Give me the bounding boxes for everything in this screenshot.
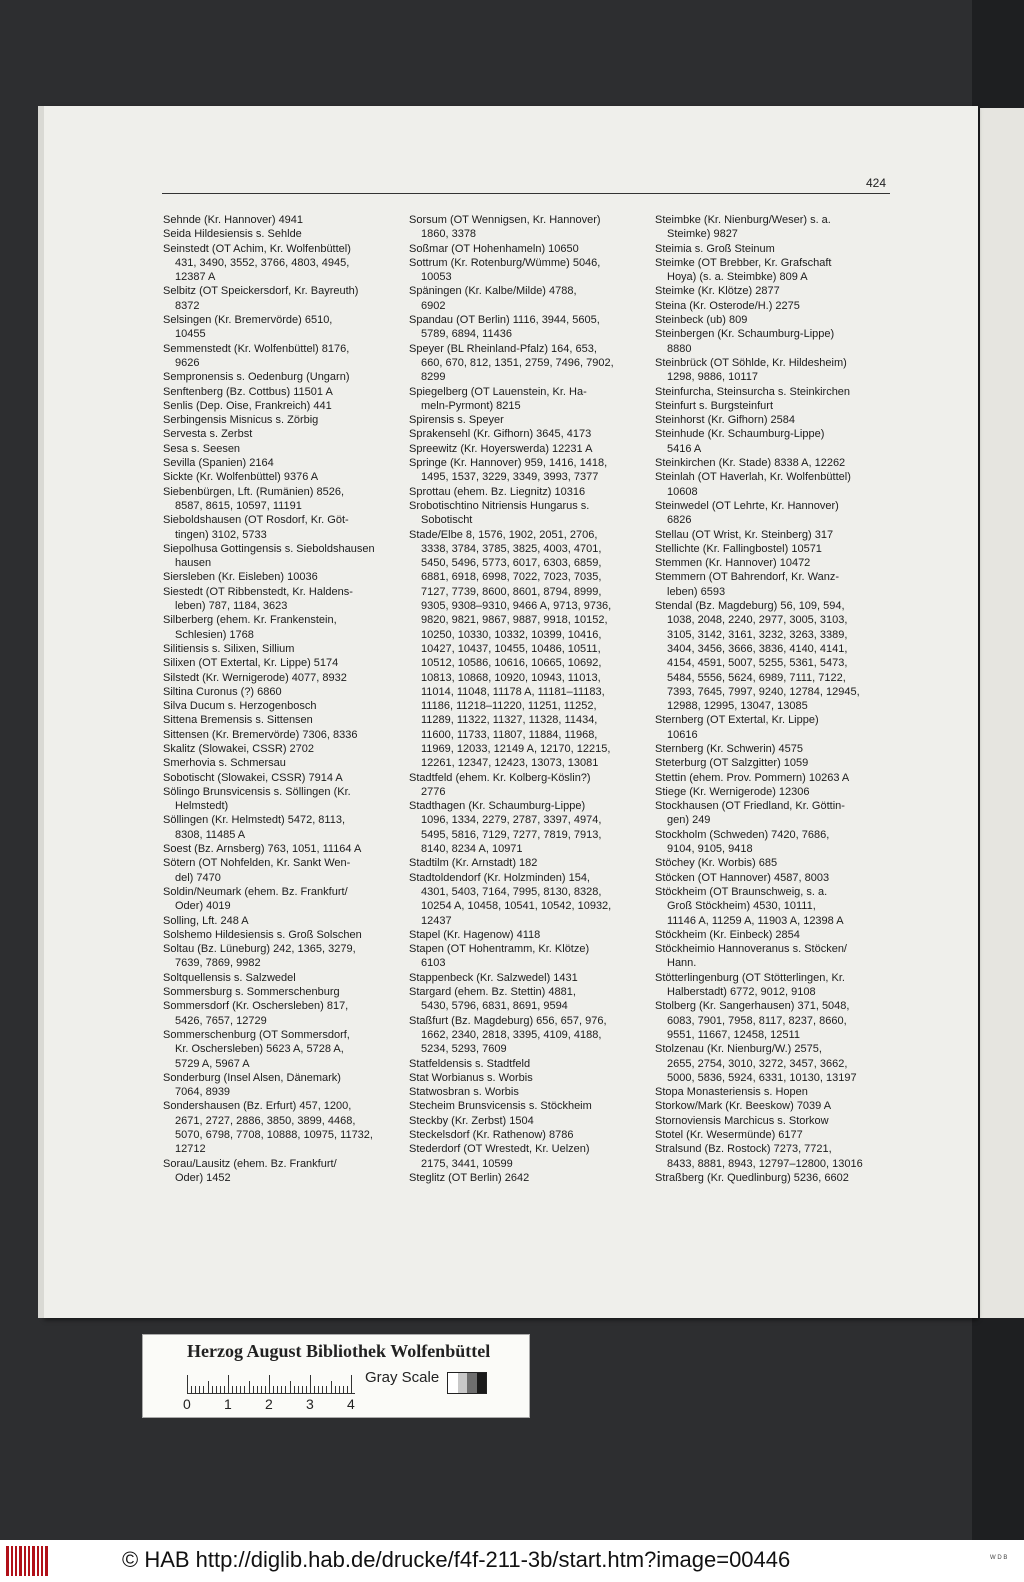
index-entry-continuation: 1662, 2340, 2818, 3395, 4109, 4188, (421, 1028, 602, 1041)
index-entry: Stade/Elbe 8, 1576, 1902, 2051, 2706, (409, 528, 598, 541)
index-entry: Steinhude (Kr. Schaumburg-Lippe) (655, 428, 825, 441)
index-entry-continuation: del) 7470 (175, 871, 221, 884)
ruler-tick (220, 1386, 221, 1393)
index-entry-continuation: 6103 (421, 957, 446, 970)
index-entry: Siepolhusa Gottingensis s. Sieboldshausen (163, 542, 375, 555)
index-entry: Senftenberg (Bz. Cottbus) 11501 A (163, 385, 333, 398)
index-entry: Sittena Bremensis s. Sittensen (163, 714, 313, 727)
index-entry-continuation: 9305, 9308–9310, 9466 A, 9713, 9736, (421, 600, 612, 613)
index-entry: Stotel (Kr. Wesermünde) 6177 (655, 1129, 803, 1141)
index-entry-continuation: leben) 787, 1184, 3623 (175, 600, 288, 613)
index-entry-continuation: 11969, 12033, 12149 A, 12170, 12215, (421, 742, 611, 755)
index-entry-continuation: Hoya) (s. a. Steimbke) 809 A (667, 271, 808, 284)
ruler-tick (347, 1386, 348, 1393)
index-entry: Steimia s. Groß Steinum (655, 242, 775, 255)
index-entry: Späningen (Kr. Kalbe/Milde) 4788, (409, 285, 577, 298)
index-entry-continuation: 10512, 10586, 10616, 10665, 10692, (421, 657, 602, 670)
index-entry: Steckelsdorf (Kr. Rathenow) 8786 (409, 1129, 574, 1141)
index-entry: Sempronensis s. Oedenburg (Ungarn) (163, 371, 350, 384)
barcode-bar (37, 1546, 39, 1576)
ruler-tick (318, 1386, 319, 1393)
index-entry-continuation: 11146 A, 11259 A, 11903 A, 12398 A (667, 914, 844, 927)
footer-copyright-link[interactable]: © HAB http://diglib.hab.de/drucke/f4f-211-3b/start.htm?image=00446 (122, 1547, 791, 1572)
index-entry: Stadtoldendorf (Kr. Holzminden) 154, (409, 871, 590, 884)
index-entry-continuation: 8308, 11485 A (175, 828, 246, 841)
index-entry-continuation: 4154, 4591, 5007, 5255, 5361, 5473, (667, 657, 848, 670)
index-entry-continuation: 7639, 7869, 9982 (175, 957, 261, 970)
ruler-number: 1 (224, 1396, 232, 1412)
index-entry: Sorsum (OT Wennigsen, Kr. Hannover) (409, 214, 601, 226)
index-entry: Sevilla (Spanien) 2164 (163, 457, 274, 470)
index-entry: Sieboldshausen (OT Rosdorf, Kr. Göt- (163, 514, 349, 527)
ruler-tick (253, 1386, 254, 1393)
index-entry: Semmenstedt (Kr. Wolfenbüttel) 8176, (163, 342, 350, 355)
gray-scale-swatches (447, 1372, 487, 1394)
index-entry-continuation: 3105, 3142, 3161, 3232, 3263, 3389, (667, 628, 848, 641)
index-entry: Sternberg (OT Extertal, Kr. Lippe) (655, 714, 819, 727)
index-entry: Silberberg (ehem. Kr. Frankenstein, (163, 614, 337, 627)
index-entry: Spirensis s. Speyer (409, 414, 504, 427)
color-calibration-card (142, 1334, 530, 1418)
index-entry: Stecheim Brunsvicensis s. Stöckheim (409, 1100, 592, 1113)
index-entry-continuation: 2776 (421, 785, 446, 798)
index-entry: Siltina Curonus (?) 6860 (163, 685, 282, 698)
index-column-2 (409, 213, 641, 1185)
index-entry-continuation: 10053 (421, 271, 452, 284)
index-entry: Stemmern (OT Bahrendorf, Kr. Wanz- (655, 571, 840, 584)
index-entry: Srobotischtino Nitriensis Hungarus s. (409, 499, 590, 512)
index-entry-continuation: 3404, 3456, 3666, 3836, 4140, 4141, (667, 642, 848, 655)
index-entry: Seida Hildesiensis s. Sehlde (163, 228, 302, 241)
index-entry-continuation: 5484, 5556, 5624, 6989, 7111, 7122, (667, 671, 846, 684)
index-entry-continuation: Helmstedt) (175, 800, 229, 813)
index-entry: Steinhorst (Kr. Gifhorn) 2584 (655, 414, 796, 427)
ruler-tick (331, 1381, 332, 1393)
index-entry: Storkow/Mark (Kr. Beeskow) 7039 A (655, 1100, 832, 1113)
barcode-bar (28, 1546, 30, 1576)
index-entry: Sehnde (Kr. Hannover) 4941 (163, 214, 304, 226)
index-column-3 (655, 213, 887, 1185)
index-entry: Steinbrück (OT Söhlde, Kr. Hildesheim) (655, 356, 847, 369)
index-entry: Stöcken (OT Hannover) 4587, 8003 (655, 871, 830, 884)
index-entry-continuation: 8299 (421, 371, 446, 384)
index-entry: Soldin/Neumark (ehem. Bz. Frankfurt/ (163, 885, 348, 898)
ruler-tick (273, 1386, 274, 1393)
gray-swatch (448, 1373, 458, 1393)
index-entry-continuation: Oder) 1452 (175, 1171, 231, 1184)
index-entry-continuation: tingen) 3102, 5733 (175, 528, 267, 541)
index-entry: Sittensen (Kr. Bremervörde) 7306, 8336 (163, 728, 358, 741)
index-entry-continuation: 12261, 12347, 12423, 13073, 13081 (421, 757, 599, 770)
index-entry: Sprottau (ehem. Bz. Liegnitz) 10316 (409, 485, 586, 498)
index-entry: Straßberg (Kr. Quedlinburg) 5236, 6602 (655, 1171, 849, 1184)
barcode-logo (6, 1546, 48, 1576)
index-entry-continuation: 1038, 2048, 2240, 2977, 3005, 3103, (667, 614, 848, 627)
index-entry: Sölingo Brunsvicensis s. Söllingen (Kr. (163, 785, 351, 798)
index-entry-continuation: 8587, 8615, 10597, 11191 (175, 499, 302, 512)
ruler-tick (257, 1386, 258, 1393)
index-entry: Sommersdorf (Kr. Oschersleben) 817, (163, 1000, 349, 1013)
index-entry: Stadtilm (Kr. Arnstadt) 182 (409, 857, 538, 870)
index-entry-continuation: 2655, 2754, 3010, 3272, 3457, 3662, (667, 1057, 848, 1070)
ruler-tick (298, 1386, 299, 1393)
page-number: 424 (866, 176, 887, 190)
ruler-number: 4 (347, 1396, 355, 1412)
ruler-tick (310, 1375, 311, 1393)
index-entry-continuation: 5234, 5293, 7609 (421, 1043, 507, 1056)
ruler-tick (212, 1386, 213, 1393)
index-entry-continuation: 3338, 3784, 3785, 3825, 4003, 4701, (421, 542, 602, 555)
gray-scale-label: Gray Scale (365, 1369, 440, 1386)
barcode-bar (45, 1546, 48, 1576)
index-entry: Spandau (OT Berlin) 1116, 3944, 5605, (409, 314, 600, 327)
index-entry: Sottrum (Kr. Rotenburg/Wümme) 5046, (409, 256, 601, 269)
ruler-tick (208, 1381, 209, 1393)
index-entry-continuation: 8433, 8881, 8943, 12797–12800, 13016 (667, 1157, 863, 1170)
index-entry-continuation: Halberstadt) 6772, 9012, 9108 (667, 986, 816, 999)
index-entry-continuation: 12712 (175, 1143, 206, 1156)
index-entry-continuation: 9626 (175, 356, 200, 369)
index-entry-continuation: 10608 (667, 485, 698, 498)
header-rule (162, 193, 890, 194)
index-entry: Stockhausen (OT Friedland, Kr. Göttin- (655, 800, 845, 813)
index-entry: Steimke (OT Brebber, Kr. Grafschaft (655, 256, 832, 269)
ruler-tick (224, 1386, 225, 1393)
index-entry-continuation: Sobotischt (421, 514, 473, 527)
index-entry-continuation: 5729 A, 5967 A (175, 1057, 250, 1070)
index-entry: Stötterlingenburg (OT Stötterlingen, Kr. (655, 971, 845, 984)
ruler-scale (187, 1371, 355, 1394)
index-entry: Soltquellensis s. Salzwedel (163, 971, 296, 984)
ruler-tick (269, 1375, 270, 1393)
index-entry-continuation: 11600, 11733, 11807, 11884, 11968, (421, 728, 598, 741)
index-entry-continuation: 5000, 5836, 5924, 6331, 10130, 13197 (667, 1071, 857, 1084)
index-entry: Steinlah (OT Haverlah, Kr. Wolfenbüttel) (655, 471, 851, 484)
index-entry: Steinbeck (ub) 809 (655, 314, 748, 327)
index-entry: Skalitz (Slowakei, CSSR) 2702 (163, 742, 315, 755)
index-entry: Sickte (Kr. Wolfenbüttel) 9376 A (163, 471, 319, 484)
ruler-tick (302, 1386, 303, 1393)
ruler-tick (326, 1386, 327, 1393)
index-entry-continuation: 10250, 10330, 10332, 10399, 10416, (421, 628, 602, 641)
index-entry-continuation: 431, 3490, 3552, 3766, 4803, 4945, (175, 256, 350, 269)
index-entry: Stiege (Kr. Wernigerode) 12306 (655, 785, 810, 798)
index-entry: Serbingensis Misnicus s. Zörbig (163, 414, 319, 427)
index-entry-continuation: 8880 (667, 342, 692, 355)
index-entry-continuation: 1495, 1537, 3229, 3349, 3993, 7377 (421, 471, 599, 484)
index-entry-continuation: 10455 (175, 328, 206, 341)
ruler-tick (314, 1386, 315, 1393)
ruler-tick (281, 1386, 282, 1393)
index-entry: Stendal (Bz. Magdeburg) 56, 109, 594, (655, 600, 845, 613)
index-entry: Sommerschenburg (OT Sommersdorf, (163, 1028, 350, 1041)
index-entry: Stolberg (Kr. Sangerhausen) 371, 5048, (655, 1000, 850, 1013)
index-entry: Steimke (Kr. Klötze) 2877 (655, 285, 780, 298)
index-entry: Siersleben (Kr. Eisleben) 10036 (163, 571, 318, 584)
ruler-tick (285, 1386, 286, 1393)
ruler-tick (265, 1386, 266, 1393)
index-entry: Stettin (ehem. Prov. Pommern) 10263 A (655, 771, 850, 784)
ruler-tick (261, 1386, 262, 1393)
index-entry: Staßfurt (Bz. Magdeburg) 656, 657, 976, (409, 1014, 607, 1027)
index-entry: Sesa s. Seesen (163, 442, 241, 455)
ruler-tick (277, 1386, 278, 1393)
ruler-tick (343, 1386, 344, 1393)
index-entry-continuation: 10616 (667, 728, 698, 741)
index-entry-continuation: 5789, 6894, 11436 (421, 328, 512, 341)
ruler-tick (187, 1375, 188, 1393)
index-entry-continuation: leben) 6593 (667, 585, 726, 598)
index-entry-continuation: 2671, 2727, 2886, 3850, 3899, 4468, (175, 1114, 356, 1127)
barcode-bar (19, 1546, 22, 1576)
index-entry-continuation: 5416 A (667, 442, 702, 455)
gray-swatch (458, 1373, 468, 1393)
index-entry: Stadtfeld (ehem. Kr. Kolberg-Köslin?) (409, 771, 591, 784)
index-entry-continuation: 1096, 1334, 2279, 2787, 3397, 4974, (421, 814, 602, 827)
index-entry-continuation: Steimke) 9827 (667, 228, 738, 241)
index-entry: Stargard (ehem. Bz. Stettin) 4881, (409, 986, 576, 999)
index-entry: Statwosbran s. Worbis (409, 1086, 519, 1099)
index-entry: Sternberg (Kr. Schwerin) 4575 (655, 742, 803, 755)
index-entry-continuation: 1860, 3378 (421, 228, 477, 241)
index-entry: Selsingen (Kr. Bremervörde) 6510, (163, 314, 333, 327)
index-entry-continuation: meln-Pyrmont) 8215 (421, 399, 521, 412)
index-entry: Statfeldensis s. Stadtfeld (409, 1057, 531, 1070)
index-entry: Silitiensis s. Silixen, Sillium (163, 642, 295, 655)
ruler-tick (249, 1381, 250, 1393)
index-entry: Senlis (Dep. Oise, Frankreich) 441 (163, 399, 332, 412)
index-entry-continuation: 12387 A (175, 271, 216, 284)
index-entry: Steckby (Kr. Zerbst) 1504 (409, 1114, 534, 1127)
ruler-tick (351, 1375, 352, 1393)
index-entry: Sondershausen (Bz. Erfurt) 457, 1200, (163, 1100, 352, 1113)
index-entry: Silva Ducum s. Herzogenbosch (163, 700, 317, 713)
index-entry-continuation: 11186, 11218–11220, 11251, 11252, (421, 700, 597, 713)
barcode-bar (32, 1546, 35, 1576)
index-entry-continuation: 6083, 7901, 7958, 8117, 8237, 8660, (667, 1014, 847, 1027)
index-entry-continuation: 5070, 6798, 7708, 10888, 10975, 11732, (175, 1129, 373, 1141)
index-entry: Steinfurcha, Steinsurcha s. Steinkirchen (655, 385, 851, 398)
index-entry-continuation: 8372 (175, 299, 200, 312)
index-entry: Söllingen (Kr. Helmstedt) 5472, 8113, (163, 814, 346, 827)
ruler-tick (244, 1386, 245, 1393)
ruler-tick (322, 1386, 323, 1393)
index-entry: Soßmar (OT Hohenhameln) 10650 (409, 242, 579, 255)
index-entry: Stellichte (Kr. Fallingbostel) 10571 (655, 542, 822, 555)
index-entry-continuation: 8140, 8234 A, 10971 (421, 843, 523, 856)
index-column-1 (163, 213, 393, 1185)
index-entry: Stat Worbianus s. Worbis (409, 1071, 533, 1084)
index-entry-continuation: 1298, 9886, 10117 (667, 371, 758, 384)
index-entry-continuation: Hann. (667, 957, 697, 970)
index-entry-continuation: 6881, 6918, 6998, 7022, 7023, 7035, (421, 571, 602, 584)
index-entry: Solshemo Hildesiensis s. Groß Solschen (163, 928, 362, 941)
barcode-bar (41, 1546, 43, 1576)
gray-swatch (467, 1373, 477, 1393)
ruler-tick (228, 1375, 229, 1393)
index-entry-continuation: Groß Stöckheim) 4530, 10111, (667, 900, 816, 913)
index-entry: Speyer (BL Rheinland-Pfalz) 164, 653, (409, 342, 597, 355)
index-entry: Stapen (OT Hohentramm, Kr. Klötze) (409, 943, 590, 956)
index-entry-continuation: 12437 (421, 914, 452, 927)
index-entry-continuation: Kr. Oschersleben) 5623 A, 5728 A, (175, 1043, 344, 1056)
ruler-tick (199, 1386, 200, 1393)
index-entry: Stöchey (Kr. Worbis) 685 (655, 857, 778, 870)
index-entry: Steinbergen (Kr. Schaumburg-Lippe) (655, 328, 835, 341)
index-entry: Smerhovia s. Schmersau (163, 757, 286, 770)
index-entry: Stemmen (Kr. Hannover) 10472 (655, 557, 811, 570)
index-entry: Siestedt (OT Ribbenstedt, Kr. Haldens- (163, 585, 353, 598)
ruler-tick (236, 1386, 237, 1393)
index-entry-continuation: Schlesien) 1768 (175, 628, 254, 641)
index-entry: Sorau/Lausitz (ehem. Bz. Frankfurt/ (163, 1157, 337, 1170)
index-entry: Soest (Bz. Arnsberg) 763, 1051, 11164 A (163, 843, 362, 856)
index-entry: Stöckheim (Kr. Einbeck) 2854 (655, 928, 800, 941)
index-entry: Steina (Kr. Osterode/H.) 2275 (655, 299, 800, 312)
index-entry-continuation: 7393, 7645, 7997, 9240, 12784, 12945, (667, 685, 860, 698)
index-entry-continuation: 9551, 11667, 12458, 12511 (667, 1028, 800, 1041)
barcode-bar (24, 1546, 26, 1576)
index-entry-continuation: 10813, 10868, 10920, 10943, 11013, (421, 671, 601, 684)
index-entry: Soltau (Bz. Lüneburg) 242, 1365, 3279, (163, 943, 356, 956)
index-entry: Steinfurt s. Burgsteinfurt (655, 399, 773, 412)
index-entry-continuation: 5430, 5796, 6831, 8691, 9594 (421, 1000, 568, 1013)
ruler-tick (294, 1386, 295, 1393)
ruler-number: 0 (183, 1396, 191, 1412)
ruler-tick (290, 1381, 291, 1393)
index-entry: Spiegelberg (OT Lauenstein, Kr. Ha- (409, 385, 587, 398)
index-entry: Steimbke (Kr. Nienburg/Weser) s. a. (655, 214, 831, 226)
index-entry: Spreewitz (Kr. Hoyerswerda) 12231 A (409, 442, 593, 455)
adjacent-page-edge (980, 108, 1024, 1318)
ruler-tick (339, 1386, 340, 1393)
ruler-tick (306, 1386, 307, 1393)
index-entry: Solling, Lft. 248 A (163, 914, 249, 927)
index-entry: Stopa Monasteriensis s. Hopen (655, 1086, 808, 1099)
ruler-tick (195, 1386, 196, 1393)
index-entry: Springe (Kr. Hannover) 959, 1416, 1418, (409, 457, 608, 470)
index-entry: Stöckheimio Hannoveranus s. Stöcken/ (655, 943, 847, 956)
index-entry: Steinwedel (OT Lehrte, Kr. Hannover) (655, 499, 839, 512)
index-entry-continuation: 10254 A, 10458, 10541, 10542, 10932, (421, 900, 612, 913)
index-entry: Stapel (Kr. Hagenow) 4118 (409, 928, 541, 941)
index-entry: Servesta s. Zerbst (163, 428, 253, 441)
index-entry-continuation: 4301, 5403, 7164, 7995, 8130, 8328, (421, 885, 602, 898)
index-entry: Sprakensehl (Kr. Gifhorn) 3645, 4173 (409, 428, 592, 441)
index-entry-continuation: 10427, 10437, 10455, 10486, 10511, (421, 642, 601, 655)
ruler-tick (191, 1386, 192, 1393)
index-entry-continuation: 6826 (667, 514, 692, 527)
index-entry-continuation: 2175, 3441, 10599 (421, 1157, 513, 1170)
index-entry: Steinkirchen (Kr. Stade) 8338 A, 12262 (655, 457, 846, 470)
index-entry-continuation: 6902 (421, 299, 446, 312)
ruler-number: 2 (265, 1396, 273, 1412)
index-entry: Stralsund (Bz. Rostock) 7273, 7721, (655, 1143, 832, 1156)
footer-mark: W D B (990, 1555, 1008, 1561)
index-entry-continuation: 7127, 7739, 8600, 8601, 8794, 8999, (421, 585, 602, 598)
index-entry-continuation: 660, 670, 812, 1351, 2759, 7496, 7902, (421, 356, 614, 369)
index-entry: Stellau (OT Wrist, Kr. Steinberg) 317 (655, 528, 834, 541)
index-entry: Silstedt (Kr. Wernigerode) 4077, 8932 (163, 671, 347, 684)
index-entry: Steterburg (OT Salzgitter) 1059 (655, 757, 809, 770)
barcode-bar (6, 1546, 9, 1576)
index-entry-continuation: 5450, 5496, 5773, 6017, 6303, 6859, (421, 557, 602, 570)
index-entry-continuation: hausen (175, 557, 212, 570)
index-entry: Stappenbeck (Kr. Salzwedel) 1431 (409, 971, 578, 984)
ruler-tick (232, 1386, 233, 1393)
ruler-tick (240, 1386, 241, 1393)
index-entry-continuation: 11014, 11048, 11178 A, 11181–11183, (421, 685, 605, 698)
index-entry: Stornoviensis Marchicus s. Storkow (655, 1114, 829, 1127)
index-entry: Sötern (OT Nohfelden, Kr. Sankt Wen- (163, 857, 351, 870)
index-entry: Stadthagen (Kr. Schaumburg-Lippe) (409, 800, 586, 813)
index-entry: Sonderburg (Insel Alsen, Dänemark) (163, 1071, 341, 1084)
library-name: Herzog August Bibliothek Wolfenbüttel (187, 1341, 491, 1361)
index-entry: Sommersburg s. Sommerschenburg (163, 986, 340, 999)
ruler-tick (203, 1386, 204, 1393)
barcode-bar (15, 1546, 17, 1576)
index-entry-continuation: 9104, 9105, 9418 (667, 843, 753, 856)
ruler-tick (335, 1386, 336, 1393)
index-entry: Seinstedt (OT Achim, Kr. Wolfenbüttel) (163, 242, 351, 255)
index-entry-continuation: 12988, 12995, 13047, 13085 (667, 700, 808, 713)
index-entry-continuation: gen) 249 (667, 814, 711, 827)
index-entry-continuation: 5495, 5816, 7129, 7277, 7819, 7913, (421, 828, 602, 841)
index-entry-continuation: Oder) 4019 (175, 900, 231, 913)
index-entry-continuation: 11289, 11322, 11327, 11328, 11434, (421, 714, 598, 727)
index-entry: Silixen (OT Extertal, Kr. Lippe) 5174 (163, 657, 339, 670)
index-entry-continuation: 7064, 8939 (175, 1086, 231, 1099)
ruler-tick (216, 1386, 217, 1393)
index-entry: Stolzenau (Kr. Nienburg/W.) 2575, (655, 1043, 822, 1056)
index-entry-continuation: 5426, 7657, 12729 (175, 1014, 267, 1027)
index-entry: Sobotischt (Slowakei, CSSR) 7914 A (163, 771, 343, 784)
gray-swatch (477, 1373, 487, 1393)
index-entry: Stöckheim (OT Braunschweig, s. a. (655, 885, 828, 898)
index-entry: Stockholm (Schweden) 7420, 7686, (655, 828, 830, 841)
index-entry-continuation: 9820, 9821, 9867, 9887, 9918, 10152, (421, 614, 608, 627)
ruler-number: 3 (306, 1396, 314, 1412)
index-entry: Selbitz (OT Speickersdorf, Kr. Bayreuth) (163, 285, 359, 298)
index-entry: Stederdorf (OT Wrestedt, Kr. Uelzen) (409, 1143, 590, 1156)
barcode-bar (11, 1546, 13, 1576)
index-entry: Steglitz (OT Berlin) 2642 (409, 1171, 530, 1184)
index-entry: Siebenbürgen, Lft. (Rumänien) 8526, (163, 485, 345, 498)
